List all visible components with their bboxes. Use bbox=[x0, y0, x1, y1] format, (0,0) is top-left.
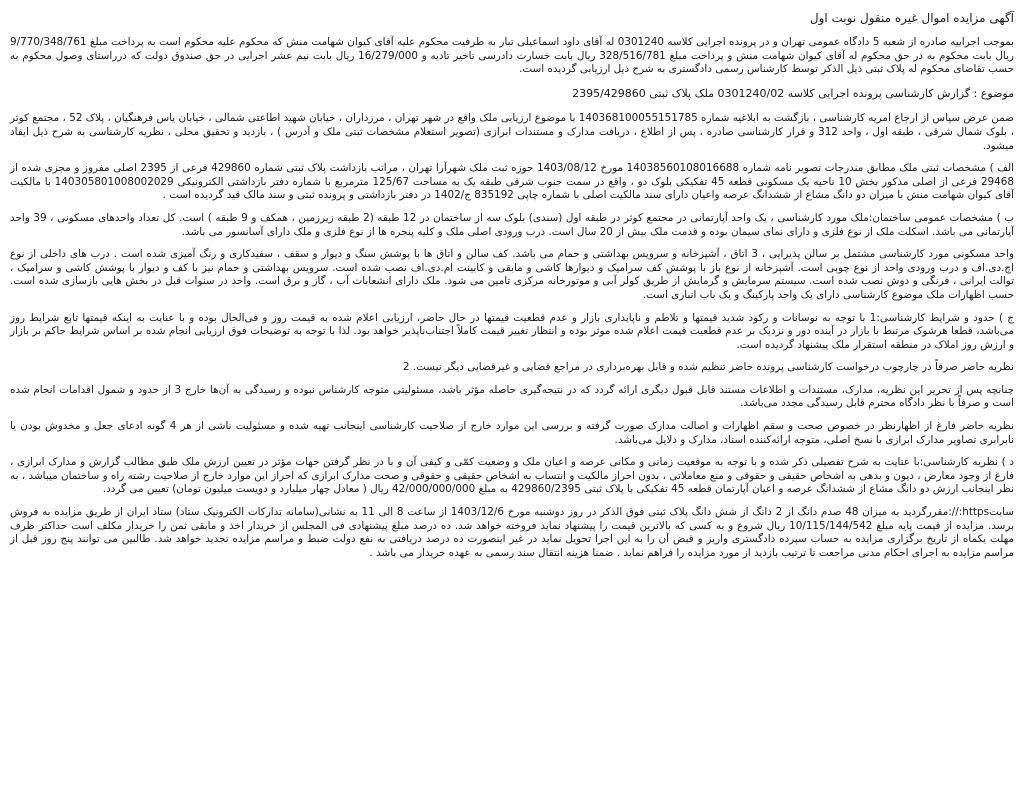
condition-4: نظریه حاضر فارغ از اظهارنظر در خصوص صحت و سقم اظهارات و اصالت مدارک صورت گرفته و بررسی این موارد خارج از صلاحیت کارشناسی اینجانب تهیه شده و مسئولیت ناشی از هر 4 گونه ادعای جعل و مخدوش بودن یا نابرابری تصاویر مدارک ابرازی با نسخ اصلی، متوجه ارائه‌کننده اسناد، مدارک و دلایل می‌باشد. bbox=[10, 420, 1014, 446]
intro-paragraph: بموجب اجراییه صادره از شعبه 5 دادگاه عمومی تهران و در پرونده اجرایی کلاسه 0301240 له آقای داود اسماعیلی تبار به طرفیت محکوم علیه آقای کیوان شهامت منش که محکوم علیه محکوم است به پرداخت مبلغ 9/770/348/761 ریال بابت محکوم به در حق محکوم له آقای کیوان شهامت منش و پرداخت مبلغ 328/516/781 ریال بابت خسارت دادرسی تاخیر تادیه و 16/279/000 ریال بابت نیم عشر اجرایی در حق صندوق دولت که درراستای وصول محکوم به حسب تقاضای محکوم له پلاک ثبتی ذیل الذکر توسط کارشناس رسمی دادگستری به شرح ذیل ارزیابی گردیده است. bbox=[10, 36, 1015, 76]
section-alef-registration: الف ) مشخصات ثبتی ملک مطابق مندرجات تصویر نامه شماره 14038560108016688 مورخ 1403/08/12 حوزه ثبت ملک شهرآرا تهران ، مراتب بازداشت پلاک ثبتی شماره 429860 فرعی از 2395 اصلی مفروز و مجزی شده از 29468 فرعی از اصلی مذکور بخش 10 ناحیه یک مسکونی قطعه 45 تفکیکی بلوک دو ، واقع در سمت جنوب شرقی طبقه یک به مساحت 125/67 مترمربع با شماره دفتر بازداشتی الکترونیکی 140305801008002029 با مالکیت آقای کیوان شهامت منش با میزان دو دانگ مشاع از ششدانگ عرصه واعیان دارای سند مالکیت اصلی با شماره چاپی 835192 ج/1402 در دفتر بازداشتی و پرونده ثبتی و سند مالک قید گردیده است . bbox=[10, 162, 1014, 202]
section-be-building: ب ) مشخصات عمومی ساختمان:ملک مورد کارشناسی ، یک واحد آپارتمانی در مجتمع کوثر در طبقه اول (سندی) بلوک سه از ساختمان در 12 طبقه (2 طبقه زیرزمین ، همکف و 9 طبقه ) است. کل تعداد واحدهای مسکونی ، 39 واحد آپارتمانی می باشد. اسکلت ملک از نوع فلزی و دارای نمای سیمان بوده و قدمت ملک بیش از 20 سال است. درب ورودی اصلی ملک و کلیه پنجره ها از نوع فلزی و ملک دارای آسانسور می باشد. bbox=[10, 211, 1014, 238]
condition-2: نظریه حاضر صرفاً در چارچوب درخواست کارشناسی پرونده حاضر تنظیم شده و قابل بهره‌برداری در مراجع قضایی و غیرقضایی دیگر نیست. 2 bbox=[402, 361, 1014, 374]
subject-line: موضوع : گزارش کارشناسی پرونده اجرایی کلاسه 0301240/02 ملک پلاک ثبتی 2395/429860 bbox=[572, 86, 1014, 100]
unit-description: واحد مسکونی مورد کارشناسی مشتمل بر سالن پذیرایی ، 3 اتاق ، آشپزخانه و سرویس بهداشتی و حمام می باشد. کف سالن و اتاق ها با پوشش سنگ و دیوار و سقف ، سفیدکاری و رنگ آمیزی شده است . درب های داخلی از نوع اچ.دی.اف و درب ورودی واحد از نوع چوبی است. آشپزخانه از نوع باز با پوشش کف سرامیک و دیوارها کاشی و مابقی و کابینت ام.دی.اف نصب شده است. سرویس بهداشتی و حمام نیز با کف و دیوار با پوشش کاشی و سرامیک ، توالت ایرانی ، فرنگی و دوش نصب شده است. سیستم سرمایش و گرمایش از طریق کولر آبی و موتورخانه مرکزی تامین می شود. ملک دارای انشعابات آب ، گاز و برق است. واحد در سنوات قبل در بخش هایی بازسازی شده است. حسب اظهارات ملک موضوع کارشناسی دارای یک واحد پارکینگ و یک باب انباری است. bbox=[10, 248, 1014, 301]
section-jim-conditions: ج ) حدود و شرایط کارشناسی:1 با توجه به نوسانات و رکود شدید قیمتها و تلاطم و ناپایداری بازار و عدم قطعیت قیمتها در حال حاضر، ارزیابی اعلام شده به قیمت روز و فی‌الحال بوده و با عنایت به اینکه قیمتها تابع شرایط روز می‌باشد، قطعا هرشوک مرتبط با بازار در آینده دور و نزدیک بر عدم قطعیت قیمت اعلام شده موثر بوده و انتظار تغییر قیمت کاملاً اجتناب‌ناپذیر خواهد بود. لذا با توجه به توضیحات فوق ارزیابی انجام شده بر اساس شرایط حاکم بر بازار و ارزش روز املاک در منطقه استقرار ملک پیشنهاد گردیده است. bbox=[10, 311, 1014, 351]
condition-3: چنانچه پس از تحریر این نظریه، مدارک، مستندات و اطلاعات مستند قابل قبول دیگری ارائه گردد که در نتیجه‌گیری حاصله مؤثر باشد، مسئولیتی متوجه کارشناس نبوده و رسیدگی به آن‌ها خارج 3 از حدود و شمول اقدامات انجام شده است و صرفاً با نظر دادگاه محترم قابل رسیدگی مجدد می‌باشد. bbox=[10, 383, 1015, 410]
section-dal-opinion: د ) نظریه کارشناسی:با عنایت به شرح تفصیلی ذکر شده و با توجه به موقعیت زمانی و مکانی عرصه و اعیان ملک و وضعیت کمّی و کیفی آن و با در نظر گرفتن جهات مؤثر در تعیین ارزش ملک طبق مطالب گزارش و مدارک ابرازی ، فارغ از وجود معارض ، دیون و بدهی به اشخاص حقیقی و حقوقی و منع معاملاتی ، بدون احراز مالکیت و انتساب به اشخاص حقیقی و حقوقی و صحت مدارک ابرازی که احراز این موارد خارج از صلاحیت رشته راه و ساختمان میباشد ، به نظر اینجانب ارزش دو دانگ مشاع از ششدانگ عرصه و اعیان آپارتمان قطعه 45 تفکیکی با پلاک ثبتی 429860/2395 به مبلغ 42/000/000/000 ریال ( معادل چهار میلیارد و دویست میلیون تومان) تعیین می گردد. bbox=[10, 456, 1014, 496]
notice-title: آگهی مزایده اموال غیره منقول نوبت اول bbox=[809, 11, 1014, 25]
opening-paragraph: ضمن عرض سپاس از ارجاع امریه کارشناسی ، بازگشت به ابلاغیه شماره 140368100055151785 با موضوع ارزیابی ملک واقع در شهر تهران ، مرزداران ، خیابان شهید اطاعتی شمالی ، خیابان یاس فرهنگیان ، پلاک 52 ، مجتمع کوثر ، بلوک شمال شرقی ، طبقه اول ، واحد 312 و قرار کارشناسی صادره ، پس از اطلاع ، دریافت مدارک و مستندات ابرازی (تصویر استعلام مشخصات ثبتی ملک و آدرس ) ، بازدید و تحقیق محلی ، نظریه کارشناسی به شرح ذیل ایفاد میشود. bbox=[10, 112, 1015, 152]
auction-terms: سایتhttps://:مقررگردید به میزان 48 صدم دانگ از 2 دانگ از شش دانگ پلاک ثبتی فوق الذکر در روز دوشنبه مورخ 1403/12/6 از ساعت 8 الی 11 به نشانی(سامانه تدارکات الکترونیک ستاد) ستاد ایران از طریق مزایده به فروش برسد. مزایده از قیمت پایه مبلغ 10/115/144/542 ریال شروع و به کسی که بالاترین قیمت را پیشنهاد نماید فروخته خواهد شد. ده درصد مبلغ پیشنهادی فی المجلس از خریدار اخذ و مابقی ثمن را خریدار مکلف است حداکثر ظرف مهلت یکماه از تاریخ برگزاری مزایده به حساب سپرده دادگستری واریز و قبض آن را به این اجرا تحویل نماید در غیر اینصورت ده درصد دریافتی به نفع دولت ضبط و مراسم مزایده تجدید خواهد شد. طالبین می توانند پنج روز قبل از مراسم مزایده به اجرای احکام مدنی مراجعت تا ترتیب بازدید از مورد مزایده را فراهم نماید . ضمنا هزینه انتقال سند رسمی به عهده خریدار می باشد . bbox=[10, 506, 1014, 559]
